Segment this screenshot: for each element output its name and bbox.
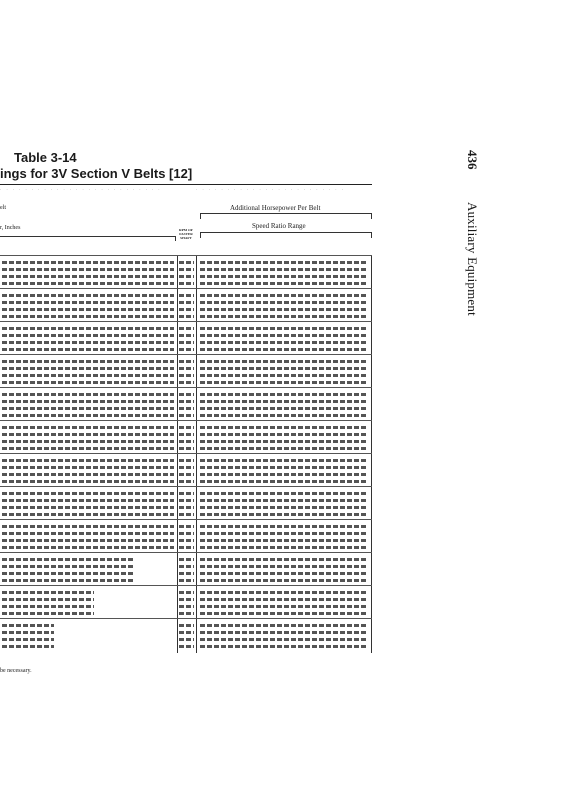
table-row-texture [179, 440, 194, 443]
page-number: 436 [465, 150, 480, 170]
table-row-texture [200, 367, 368, 370]
table-row-texture [200, 532, 368, 535]
table-row-texture [200, 525, 368, 528]
rpm-header: RPM OF FASTER SHAFT [179, 228, 193, 240]
top-rule [0, 184, 372, 185]
table-row-texture [2, 327, 174, 330]
table-row-texture [179, 414, 194, 417]
table-row-texture [200, 546, 368, 549]
table-row-texture [179, 579, 194, 582]
table-row-texture [2, 645, 54, 648]
table-row-texture [179, 525, 194, 528]
table-row-texture [200, 572, 368, 575]
table-row-texture [179, 433, 194, 436]
table-row-texture [200, 598, 368, 601]
table-row-texture [2, 315, 174, 318]
table-title: ings for 3V Section V Belts [12] [0, 166, 193, 181]
table-row-texture [200, 558, 368, 561]
table-row-texture [200, 565, 368, 568]
left-header-belt: elt [0, 205, 6, 211]
table-row-texture [200, 275, 368, 278]
table-row-texture [179, 631, 194, 634]
table-row-texture [200, 591, 368, 594]
table-row-texture [179, 268, 194, 271]
table-row-texture [179, 558, 194, 561]
table-row-texture [179, 506, 194, 509]
table-row-texture [200, 539, 368, 542]
table-row-texture [179, 315, 194, 318]
table-row-texture [2, 579, 134, 582]
table-row-texture [200, 393, 368, 396]
table-row-texture [179, 327, 194, 330]
table-row-texture [2, 400, 174, 403]
table-row-texture [200, 426, 368, 429]
table-row-texture [179, 459, 194, 462]
table-row-texture [200, 440, 368, 443]
right-header-brace-2 [200, 232, 372, 238]
table-row-texture [179, 426, 194, 429]
table-row-texture [2, 308, 174, 311]
table-row-texture [2, 348, 174, 351]
table-row-texture [200, 268, 368, 271]
table-row-texture [200, 631, 368, 634]
table-row-texture [200, 513, 368, 516]
table-row-texture [179, 612, 194, 615]
table-row-texture [200, 381, 368, 384]
table-row-texture [2, 565, 134, 568]
column-numbers-right: · · · · · · · · · · · · · · · · · · · · · · · · [196, 187, 345, 192]
table-row-texture [2, 591, 94, 594]
table-row-texture [200, 492, 368, 495]
table-row-texture [200, 400, 368, 403]
table-row-texture [179, 492, 194, 495]
table-row-texture [179, 499, 194, 502]
table-row-texture [200, 308, 368, 311]
table-row-texture [2, 546, 174, 549]
table-row-texture [2, 605, 94, 608]
table-row-texture [179, 539, 194, 542]
table-row-texture [200, 341, 368, 344]
table-row-texture [200, 459, 368, 462]
right-header-speed-ratio: Speed Ratio Range [252, 222, 306, 230]
table-row-texture [179, 480, 194, 483]
table-row-texture [200, 645, 368, 648]
table-row-texture [200, 433, 368, 436]
column-numbers-left: · · · · · · · · · · · · · · · · · · · · · · · · · · [0, 187, 162, 192]
table-row-texture [179, 447, 194, 450]
table-row-texture [200, 447, 368, 450]
table-row-texture [2, 532, 174, 535]
table-row-texture [179, 591, 194, 594]
table-row-texture [2, 367, 174, 370]
table-row-texture [2, 440, 174, 443]
table-row-texture [2, 414, 174, 417]
table-row-texture [2, 466, 174, 469]
table-row-texture [2, 393, 174, 396]
table-row-texture [2, 334, 174, 337]
table-row-texture [2, 433, 174, 436]
table-row-texture [179, 532, 194, 535]
table-row-texture [2, 426, 174, 429]
right-header-additional-hp: Additional Horsepower Per Belt [230, 204, 321, 212]
table-row-texture [200, 360, 368, 363]
table-row-texture [200, 506, 368, 509]
table-row-texture [2, 261, 174, 264]
table-row-texture [2, 572, 134, 575]
right-header-brace [200, 213, 372, 219]
table-row-texture [179, 381, 194, 384]
running-title: Auxiliary Equipment [465, 202, 480, 316]
table-row-texture [2, 459, 174, 462]
table-row-texture [2, 447, 174, 450]
table-row-texture [179, 367, 194, 370]
table-row-texture [179, 348, 194, 351]
table-row-texture [2, 598, 94, 601]
table-row-texture [200, 282, 368, 285]
table-row-texture [179, 301, 194, 304]
table-row-texture [2, 301, 174, 304]
table-row-texture [2, 506, 174, 509]
left-header-brace [0, 236, 176, 241]
table-row-texture [179, 334, 194, 337]
table-row-texture [179, 360, 194, 363]
table-row-texture [200, 612, 368, 615]
table-row-texture [179, 565, 194, 568]
table-row-texture [200, 374, 368, 377]
table-row-texture [179, 598, 194, 601]
table-row-texture [179, 546, 194, 549]
table-row-texture [179, 624, 194, 627]
table-row-texture [2, 480, 174, 483]
table-row-texture [200, 315, 368, 318]
table-row-texture [2, 374, 174, 377]
table-row-texture [179, 473, 194, 476]
table-grid [0, 255, 372, 653]
table-row-texture [200, 579, 368, 582]
table-row-texture [179, 645, 194, 648]
table-row-texture [2, 539, 174, 542]
table-row-texture [200, 499, 368, 502]
table-row-texture [200, 605, 368, 608]
table-row-texture [2, 275, 174, 278]
table-row-texture [179, 393, 194, 396]
table-row-texture [200, 407, 368, 410]
table-row-texture [179, 407, 194, 410]
table-number: Table 3-14 [14, 150, 77, 165]
footnote: be necessary. [0, 668, 32, 674]
table-row-texture [2, 294, 174, 297]
table-row-texture [200, 294, 368, 297]
table-row-texture [2, 638, 54, 641]
table-row-texture [2, 268, 174, 271]
table-row-texture [2, 381, 174, 384]
table-row-texture [2, 492, 174, 495]
table-row-texture [200, 624, 368, 627]
table-row-texture [2, 282, 174, 285]
table-row-texture [179, 638, 194, 641]
table-row-texture [200, 348, 368, 351]
table-row-texture [2, 473, 174, 476]
table-row-texture [2, 360, 174, 363]
table-row-texture [2, 499, 174, 502]
table-row-texture [2, 612, 94, 615]
table-row-texture [200, 480, 368, 483]
table-row-texture [2, 558, 134, 561]
table-row-texture [2, 407, 174, 410]
table-row-texture [179, 294, 194, 297]
table-row-texture [200, 414, 368, 417]
table-row-texture [200, 261, 368, 264]
table-row-texture [200, 638, 368, 641]
table-row-texture [179, 400, 194, 403]
table-row-texture [179, 466, 194, 469]
table-row-texture [179, 308, 194, 311]
table-row-texture [200, 301, 368, 304]
table-row-texture [200, 473, 368, 476]
table-row-texture [2, 513, 174, 516]
table-row-texture [179, 282, 194, 285]
table-row-texture [2, 525, 174, 528]
table-row-texture [179, 261, 194, 264]
table-row-texture [200, 334, 368, 337]
table-row-texture [2, 624, 54, 627]
table-row-texture [179, 572, 194, 575]
table-row-texture [179, 605, 194, 608]
table-row-texture [200, 466, 368, 469]
table-row-texture [200, 327, 368, 330]
left-header-diameter: r, Inches [0, 225, 21, 231]
table-row-texture [179, 341, 194, 344]
table-row-texture [2, 631, 54, 634]
table-row-texture [2, 341, 174, 344]
table-row-texture [179, 513, 194, 516]
table-row-texture [179, 374, 194, 377]
table-row-texture [179, 275, 194, 278]
